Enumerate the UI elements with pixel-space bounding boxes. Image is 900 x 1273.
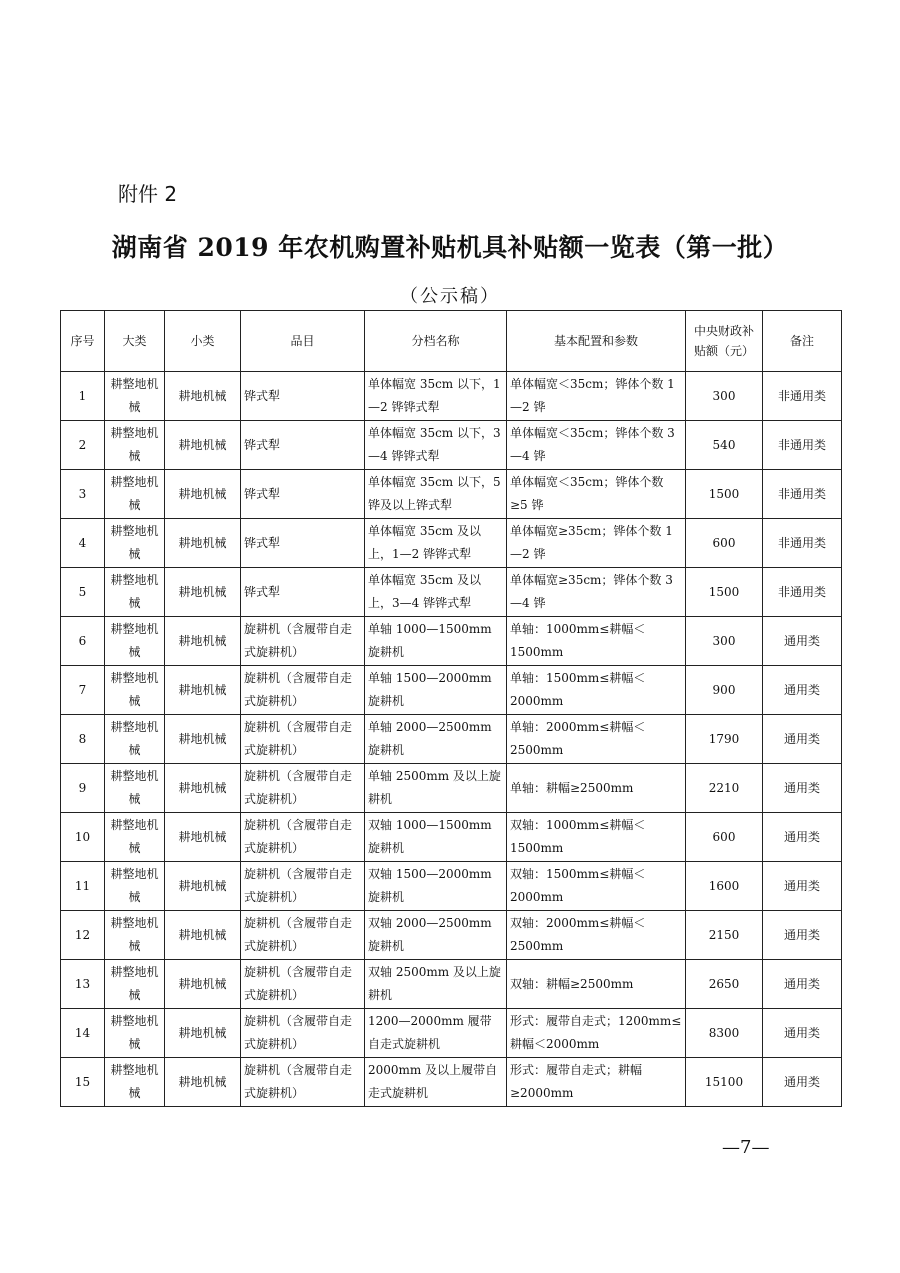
cell-tier: 单体幅宽 35cm 以下，3—4 铧铧式犁 (365, 421, 507, 470)
cell-note: 通用类 (763, 617, 842, 666)
cell-subsidy: 15100 (686, 1058, 763, 1107)
cell-category: 耕整地机械 (105, 372, 165, 421)
cell-category: 耕整地机械 (105, 421, 165, 470)
cell-subcategory: 耕地机械 (165, 911, 241, 960)
cell-subsidy: 8300 (686, 1009, 763, 1058)
cell-config: 单轴：1500mm≤耕幅＜2000mm (507, 666, 686, 715)
cell-no: 4 (61, 519, 105, 568)
cell-no: 13 (61, 960, 105, 1009)
table-row (61, 666, 842, 715)
cell-no: 2 (61, 421, 105, 470)
cell-tier: 单轴 2000—2500mm 旋耕机 (365, 715, 507, 764)
cell-subsidy: 300 (686, 372, 763, 421)
cell-item: 旋耕机（含履带自走式旋耕机） (241, 764, 365, 813)
table-row (61, 715, 842, 764)
cell-category: 耕整地机械 (105, 666, 165, 715)
cell-config: 单体幅宽≥35cm；铧体个数 3—4 铧 (507, 568, 686, 617)
cell-subcategory: 耕地机械 (165, 470, 241, 519)
cell-no: 6 (61, 617, 105, 666)
table-body (61, 372, 842, 1107)
cell-category: 耕整地机械 (105, 862, 165, 911)
cell-subsidy: 900 (686, 666, 763, 715)
cell-note: 通用类 (763, 813, 842, 862)
cell-config: 双轴：耕幅≥2500mm (507, 960, 686, 1009)
cell-item: 旋耕机（含履带自走式旋耕机） (241, 1009, 365, 1058)
cell-no: 14 (61, 1009, 105, 1058)
table-row (61, 617, 842, 666)
cell-category: 耕整地机械 (105, 568, 165, 617)
table-row (61, 813, 842, 862)
cell-config: 单轴：1000mm≤耕幅＜1500mm (507, 617, 686, 666)
cell-subcategory: 耕地机械 (165, 1058, 241, 1107)
cell-item: 铧式犁 (241, 421, 365, 470)
cell-subsidy: 1500 (686, 470, 763, 519)
cell-note: 通用类 (763, 1058, 842, 1107)
cell-item: 旋耕机（含履带自走式旋耕机） (241, 911, 365, 960)
cell-subcategory: 耕地机械 (165, 862, 241, 911)
cell-item: 旋耕机（含履带自走式旋耕机） (241, 960, 365, 1009)
cell-subsidy: 600 (686, 813, 763, 862)
cell-item: 旋耕机（含履带自走式旋耕机） (241, 862, 365, 911)
cell-category: 耕整地机械 (105, 1058, 165, 1107)
cell-no: 7 (61, 666, 105, 715)
cell-config: 单体幅宽≥35cm；铧体个数 1—2 铧 (507, 519, 686, 568)
cell-note: 非通用类 (763, 372, 842, 421)
cell-subcategory: 耕地机械 (165, 715, 241, 764)
cell-item: 旋耕机（含履带自走式旋耕机） (241, 813, 365, 862)
cell-subcategory: 耕地机械 (165, 568, 241, 617)
cell-subcategory: 耕地机械 (165, 666, 241, 715)
cell-tier: 双轴 1500—2000mm 旋耕机 (365, 862, 507, 911)
cell-tier: 单体幅宽 35cm 及以上，1—2 铧铧式犁 (365, 519, 507, 568)
col-header-config: 基本配置和参数 (507, 311, 686, 372)
cell-note: 非通用类 (763, 568, 842, 617)
cell-category: 耕整地机械 (105, 764, 165, 813)
cell-config: 单轴：2000mm≤耕幅＜2500mm (507, 715, 686, 764)
cell-note: 非通用类 (763, 470, 842, 519)
subsidy-table (60, 310, 842, 1107)
cell-note: 非通用类 (763, 519, 842, 568)
cell-no: 15 (61, 1058, 105, 1107)
cell-subsidy: 300 (686, 617, 763, 666)
cell-tier: 单轴 2500mm 及以上旋耕机 (365, 764, 507, 813)
cell-subcategory: 耕地机械 (165, 617, 241, 666)
cell-subcategory: 耕地机械 (165, 519, 241, 568)
cell-subsidy: 2210 (686, 764, 763, 813)
cell-item: 旋耕机（含履带自走式旋耕机） (241, 715, 365, 764)
cell-no: 12 (61, 911, 105, 960)
cell-item: 旋耕机（含履带自走式旋耕机） (241, 666, 365, 715)
cell-no: 9 (61, 764, 105, 813)
cell-note: 通用类 (763, 1009, 842, 1058)
cell-config: 单体幅宽＜35cm；铧体个数 1—2 铧 (507, 372, 686, 421)
col-header-subcategory: 小类 (165, 311, 241, 372)
cell-no: 11 (61, 862, 105, 911)
cell-config: 双轴：1000mm≤耕幅＜1500mm (507, 813, 686, 862)
cell-category: 耕整地机械 (105, 1009, 165, 1058)
cell-note: 通用类 (763, 666, 842, 715)
table-row (61, 764, 842, 813)
cell-no: 1 (61, 372, 105, 421)
page-title: 湖南省 2019 年农机购置补贴机具补贴额一览表（第一批） (111, 233, 789, 262)
cell-tier: 单体幅宽 35cm 以下，1—2 铧铧式犁 (365, 372, 507, 421)
cell-config: 单轴：耕幅≥2500mm (507, 764, 686, 813)
table-row (61, 911, 842, 960)
cell-subcategory: 耕地机械 (165, 1009, 241, 1058)
cell-no: 10 (61, 813, 105, 862)
cell-tier: 1200—2000mm 履带自走式旋耕机 (365, 1009, 507, 1058)
col-header-tier: 分档名称 (365, 311, 507, 372)
cell-no: 8 (61, 715, 105, 764)
cell-subsidy: 1600 (686, 862, 763, 911)
cell-tier: 单轴 1000—1500mm 旋耕机 (365, 617, 507, 666)
cell-category: 耕整地机械 (105, 911, 165, 960)
cell-tier: 单轴 1500—2000mm 旋耕机 (365, 666, 507, 715)
cell-tier: 双轴 2000—2500mm 旋耕机 (365, 911, 507, 960)
cell-note: 通用类 (763, 960, 842, 1009)
table-header-row (61, 311, 842, 372)
table-row (61, 470, 842, 519)
page-number: —7— (722, 1137, 770, 1158)
table-row (61, 519, 842, 568)
cell-tier: 单体幅宽 35cm 及以上，3—4 铧铧式犁 (365, 568, 507, 617)
cell-tier: 2000mm 及以上履带自走式旋耕机 (365, 1058, 507, 1107)
cell-category: 耕整地机械 (105, 813, 165, 862)
cell-no: 3 (61, 470, 105, 519)
cell-subsidy: 600 (686, 519, 763, 568)
cell-note: 非通用类 (763, 421, 842, 470)
cell-category: 耕整地机械 (105, 617, 165, 666)
table-row (61, 862, 842, 911)
cell-item: 旋耕机（含履带自走式旋耕机） (241, 1058, 365, 1107)
cell-item: 铧式犁 (241, 470, 365, 519)
cell-category: 耕整地机械 (105, 715, 165, 764)
cell-item: 铧式犁 (241, 519, 365, 568)
col-header-no: 序号 (61, 311, 105, 372)
cell-note: 通用类 (763, 715, 842, 764)
cell-tier: 单体幅宽 35cm 以下，5 铧及以上铧式犁 (365, 470, 507, 519)
cell-config: 双轴：1500mm≤耕幅＜2000mm (507, 862, 686, 911)
attachment-label: 附件 2 (118, 182, 178, 206)
cell-subcategory: 耕地机械 (165, 960, 241, 1009)
cell-tier: 双轴 1000—1500mm 旋耕机 (365, 813, 507, 862)
cell-subcategory: 耕地机械 (165, 764, 241, 813)
cell-item: 旋耕机（含履带自走式旋耕机） (241, 617, 365, 666)
cell-subcategory: 耕地机械 (165, 372, 241, 421)
cell-note: 通用类 (763, 911, 842, 960)
cell-note: 通用类 (763, 764, 842, 813)
cell-item: 铧式犁 (241, 568, 365, 617)
cell-no: 5 (61, 568, 105, 617)
cell-subcategory: 耕地机械 (165, 813, 241, 862)
col-header-note: 备注 (763, 311, 842, 372)
cell-subcategory: 耕地机械 (165, 421, 241, 470)
cell-subsidy: 540 (686, 421, 763, 470)
cell-category: 耕整地机械 (105, 519, 165, 568)
col-header-item: 品目 (241, 311, 365, 372)
cell-note: 通用类 (763, 862, 842, 911)
cell-subsidy: 2150 (686, 911, 763, 960)
table-row (61, 372, 842, 421)
cell-subsidy: 2650 (686, 960, 763, 1009)
cell-subsidy: 1500 (686, 568, 763, 617)
cell-tier: 双轴 2500mm 及以上旋耕机 (365, 960, 507, 1009)
col-header-subsidy: 中央财政补贴额（元） (686, 311, 763, 372)
cell-item: 铧式犁 (241, 372, 365, 421)
cell-config: 单体幅宽＜35cm；铧体个数 3—4 铧 (507, 421, 686, 470)
table-row (61, 421, 842, 470)
cell-subsidy: 1790 (686, 715, 763, 764)
table-row (61, 1058, 842, 1107)
cell-category: 耕整地机械 (105, 470, 165, 519)
cell-config: 形式：履带自走式；耕幅≥2000mm (507, 1058, 686, 1107)
cell-config: 单体幅宽＜35cm；铧体个数 ≥5 铧 (507, 470, 686, 519)
cell-config: 形式：履带自走式；1200mm≤耕幅＜2000mm (507, 1009, 686, 1058)
table-row (61, 568, 842, 617)
cell-category: 耕整地机械 (105, 960, 165, 1009)
table-row (61, 960, 842, 1009)
table-row (61, 1009, 842, 1058)
page-subtitle: （公示稿） (400, 286, 500, 307)
cell-config: 双轴：2000mm≤耕幅＜2500mm (507, 911, 686, 960)
col-header-category: 大类 (105, 311, 165, 372)
